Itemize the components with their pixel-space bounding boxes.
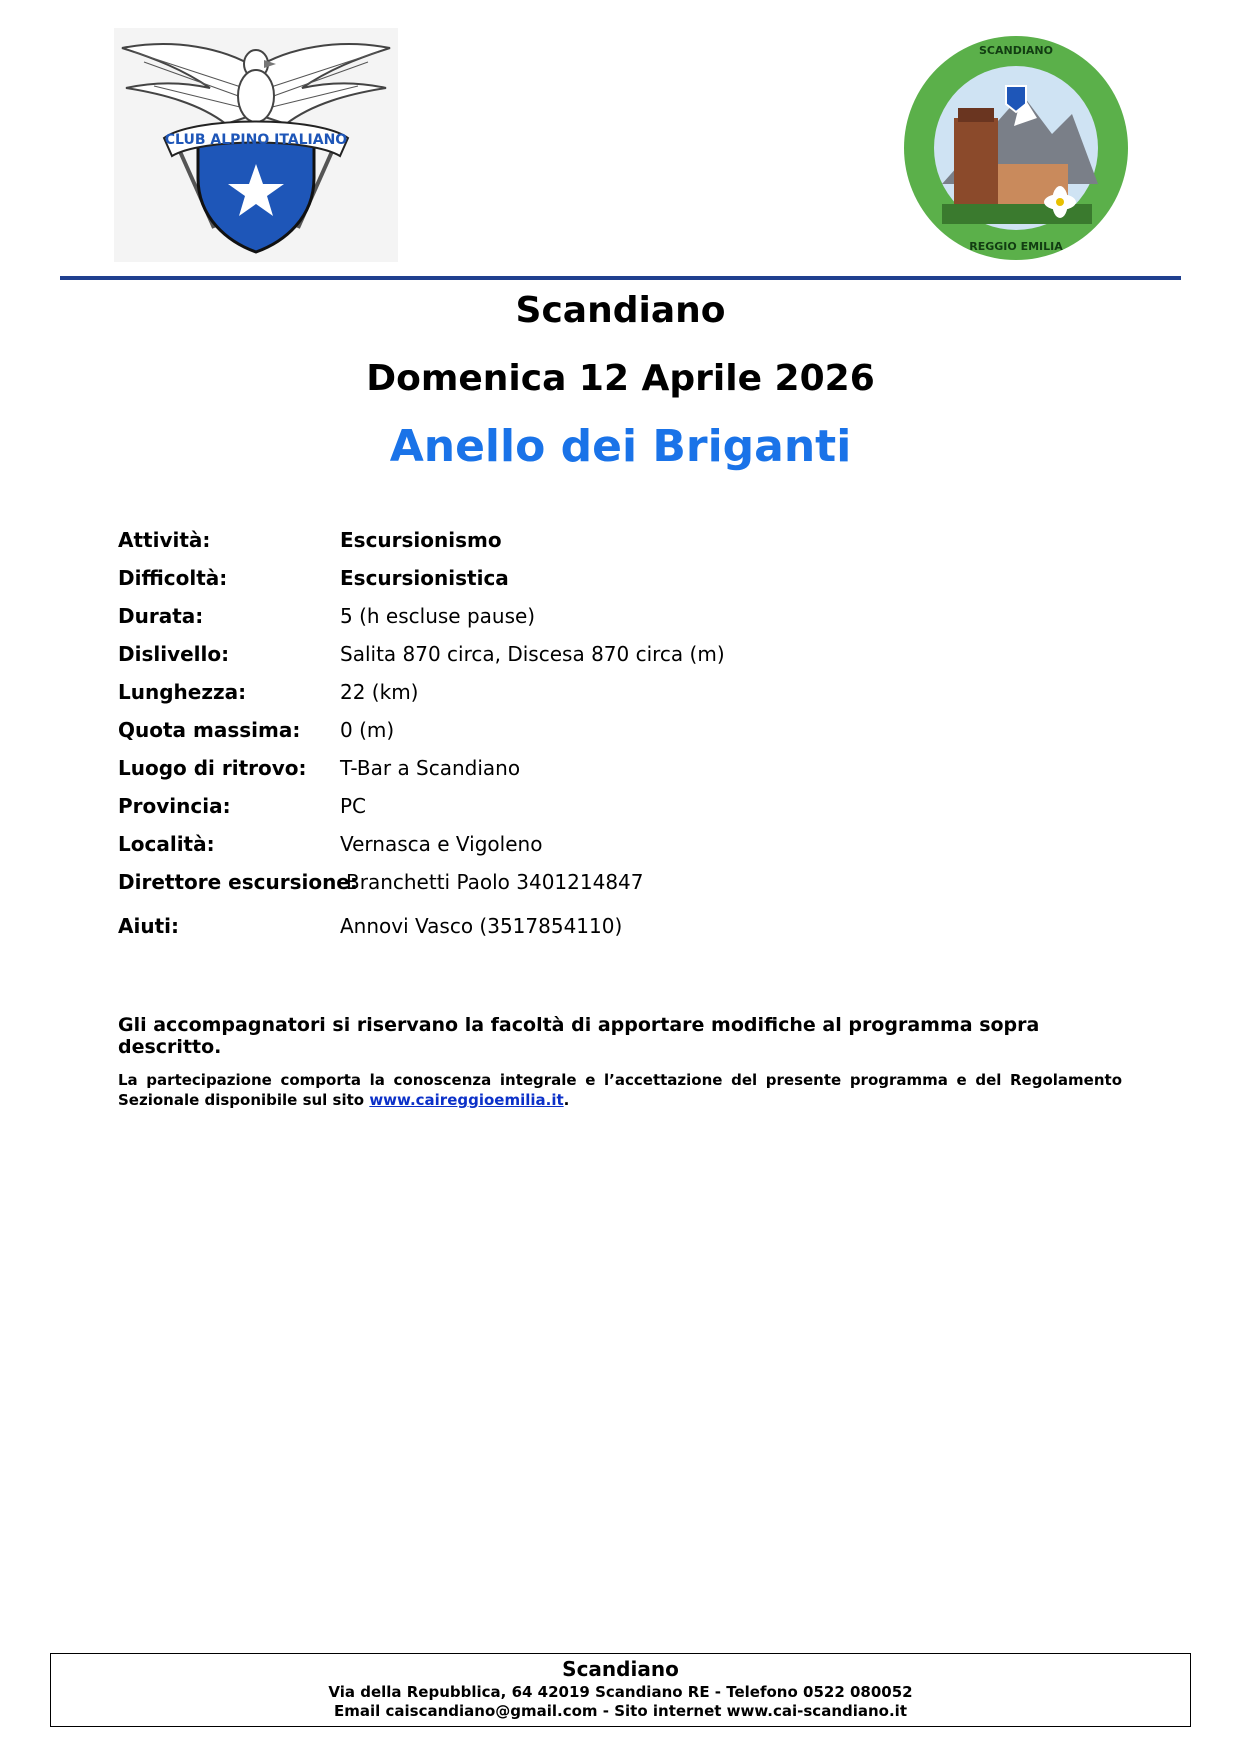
detail-value: Annovi Vasco (3517854110): [340, 914, 623, 938]
section-name: Scandiano: [515, 290, 726, 331]
cai-scandiano-badge-icon: [902, 34, 1130, 262]
detail-row-length: [118, 674, 1118, 712]
footer-address: Via della Repubblica, 64 42019 Scandiano RE - Telefono 0522 080052: [328, 1683, 913, 1701]
detail-label: Dislivello:: [118, 642, 230, 666]
detail-row-elevation: [118, 636, 1118, 674]
detail-label: Quota massima:: [118, 718, 301, 742]
participation-terms: [118, 1070, 1122, 1110]
detail-label: Provincia:: [118, 794, 231, 818]
detail-value: Salita 870 circa, Discesa 870 circa (m): [340, 642, 725, 666]
terms-text: La partecipazione comporta la conoscenza integrale e l’accettazione del presente programma e del Regolamento Sezionale disponibile sul sito: [118, 1071, 1122, 1109]
detail-row-max-altitude: [118, 712, 1118, 750]
event-details: [118, 522, 1118, 952]
footer-contacts: Email caiscandiano@gmail.com - Sito internet www.cai-scandiano.it: [334, 1702, 907, 1720]
detail-row-director: [118, 864, 1118, 908]
svg-text:REGGIO EMILIA: REGGIO EMILIA: [969, 240, 1063, 253]
detail-row-duration: [118, 598, 1118, 636]
detail-row-helpers: [118, 908, 1118, 952]
detail-value: Escursionismo: [340, 528, 502, 552]
detail-row-difficulty: [118, 560, 1118, 598]
svg-text:SCANDIANO: SCANDIANO: [978, 44, 1054, 57]
detail-value: 22 (km): [340, 680, 419, 704]
event-date: Domenica 12 Aprile 2026: [366, 358, 875, 399]
detail-value: 5 (h escluse pause): [340, 604, 536, 628]
detail-value: PC: [340, 794, 367, 818]
page-footer: [50, 1653, 1191, 1727]
detail-value: T-Bar a Scandiano: [340, 756, 521, 780]
cai-logo: [114, 28, 398, 262]
detail-label: Aiuti:: [118, 914, 179, 938]
regulation-link[interactable]: www.caireggioemilia.it: [369, 1091, 564, 1109]
terms-end: .: [563, 1091, 570, 1109]
scandiano-badge-logo: [902, 34, 1130, 262]
event-title: Anello dei Briganti: [389, 421, 852, 472]
organizers-notice: Gli accompagnatori si riservano la facoltà di apportare modifiche al programma sopra descritto.: [118, 1014, 1040, 1058]
detail-row-activity: [118, 522, 1118, 560]
detail-row-meeting-point: [118, 750, 1118, 788]
svg-text:CLUB ALPINO ITALIANO: CLUB ALPINO ITALIANO: [164, 132, 348, 148]
footer-title: Scandiano: [562, 1657, 679, 1681]
cai-eagle-shield-icon: [114, 28, 398, 262]
detail-row-locality: [118, 826, 1118, 864]
detail-value: Vernasca e Vigoleno: [340, 832, 543, 856]
detail-row-province: [118, 788, 1118, 826]
detail-label: Località:: [118, 832, 215, 856]
detail-label: Direttore escursione:: [118, 870, 358, 894]
header-divider: [60, 276, 1181, 280]
detail-value: Escursionistica: [340, 566, 509, 590]
detail-label: Lunghezza:: [118, 680, 247, 704]
detail-value: 0 (m): [340, 718, 395, 742]
detail-label: Difficoltà:: [118, 566, 228, 590]
detail-label: Durata:: [118, 604, 204, 628]
detail-label: Attività:: [118, 528, 211, 552]
detail-label: Luogo di ritrovo:: [118, 756, 307, 780]
detail-value: Branchetti Paolo 3401214847: [346, 870, 644, 894]
